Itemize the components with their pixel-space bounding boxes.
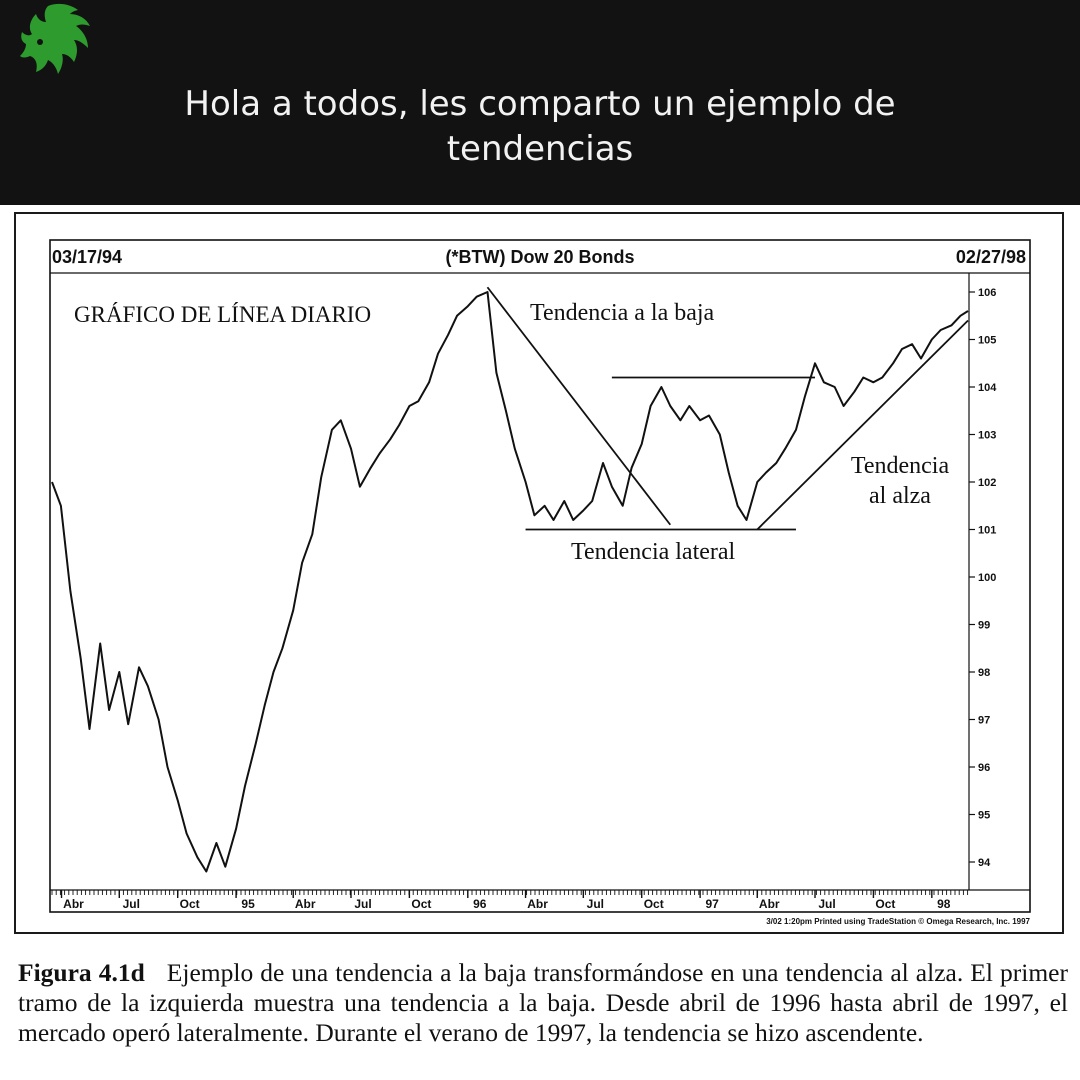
x-tick-label: Oct <box>875 897 896 911</box>
chart-footer: 3/02 1:20pm Printed using TradeStation © Omega Research, Inc. 1997 <box>766 917 1030 926</box>
label-tendencia-lateral: Tendencia lateral <box>571 539 736 565</box>
y-tick-label: 104 <box>978 382 997 394</box>
figure-caption <box>18 958 1068 1048</box>
title-line-1: Hola a todos, les comparto un ejemplo de <box>184 84 896 124</box>
y-tick-label: 106 <box>978 287 997 299</box>
chart-panel <box>14 212 1064 934</box>
y-tick-label: 94 <box>978 857 991 869</box>
label-tendencia-alza-2: al alza <box>869 483 931 509</box>
x-tick-label: Jul <box>818 897 836 911</box>
label-tendencia-alza-1: Tendencia <box>850 453 950 479</box>
x-tick-label: 97 <box>705 897 719 911</box>
y-axis <box>969 287 997 869</box>
y-tick-label: 102 <box>978 477 997 489</box>
y-tick-label: 99 <box>978 619 991 632</box>
end-date: 02/27/98 <box>955 247 1026 267</box>
x-tick-label: Jul <box>354 897 372 911</box>
start-date: 03/17/94 <box>52 247 123 267</box>
x-tick-label: Oct <box>643 897 664 911</box>
plot-border <box>50 240 1030 912</box>
x-tick-label: Abr <box>758 897 780 911</box>
header-banner <box>0 0 1080 205</box>
x-axis <box>52 890 968 911</box>
uptrend-line <box>757 321 968 530</box>
label-tendencia-baja: Tendencia a la baja <box>530 300 715 326</box>
title-line-2: tendencias <box>446 129 634 169</box>
x-tick-label: Abr <box>294 897 316 911</box>
line-chart <box>16 214 1062 932</box>
figure-label: Figura 4.1d <box>18 958 145 987</box>
lion-head-logo <box>18 2 96 78</box>
page-title <box>140 82 940 172</box>
chart-title: (*BTW) Dow 20 Bonds <box>445 247 635 267</box>
lion-head-icon <box>20 4 90 74</box>
y-tick-label: 100 <box>978 572 997 584</box>
x-tick-label: Oct <box>411 897 432 911</box>
x-tick-label: Jul <box>122 897 140 911</box>
y-tick-label: 98 <box>978 667 991 679</box>
caption-text: Ejemplo de una tendencia a la baja transformándose en una tendencia al alza. El primer tramo de la izquierda muestra una tendencia a la baja. Desde abril de 1996 hasta abril de 1997, el mercado operó lateralmente. Durante el verano de 1997, la tendencia se hizo ascendente. <box>18 958 1068 1047</box>
x-tick-label: Abr <box>63 897 84 911</box>
x-tick-label: Oct <box>179 897 200 911</box>
series-line <box>52 292 968 872</box>
y-tick-label: 105 <box>978 334 997 347</box>
y-tick-label: 96 <box>978 762 991 774</box>
x-tick-label: Jul <box>586 897 604 911</box>
y-tick-label: 95 <box>978 809 991 822</box>
x-tick-label: Abr <box>527 897 548 911</box>
y-tick-label: 103 <box>978 429 997 442</box>
panel-label: GRÁFICO DE LÍNEA DIARIO <box>74 302 372 327</box>
y-tick-label: 101 <box>978 524 997 537</box>
x-tick-label: 98 <box>937 897 951 911</box>
x-tick-label: 96 <box>473 897 487 911</box>
x-tick-label: 95 <box>241 897 255 911</box>
y-tick-label: 97 <box>978 714 991 727</box>
